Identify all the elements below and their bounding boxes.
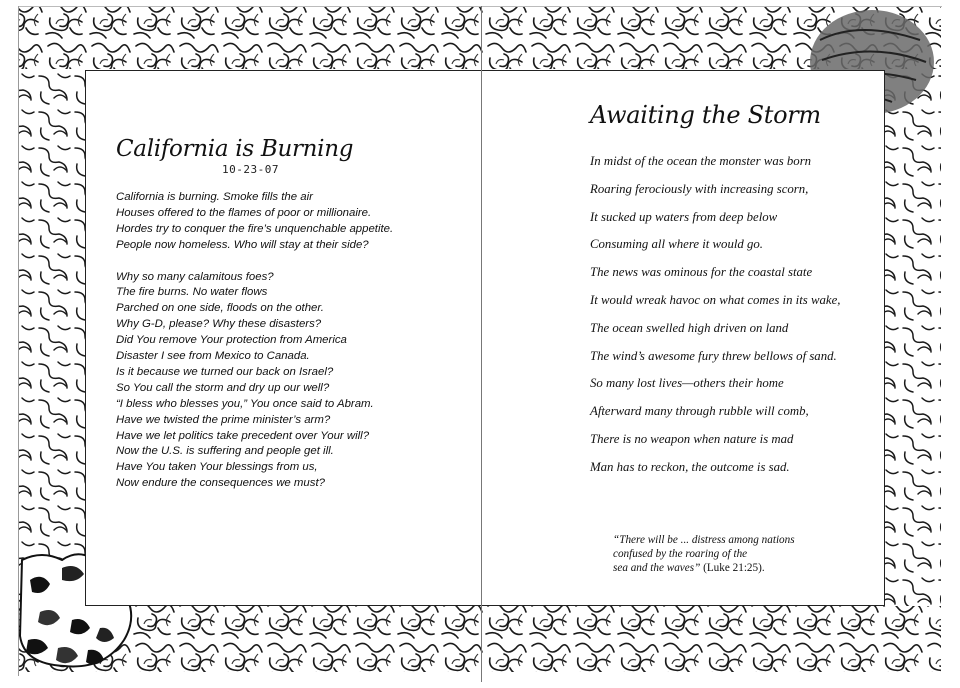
poem-line: People now homeless. Who will stay at their side? xyxy=(116,238,369,251)
left-poem-title: California is Burning xyxy=(116,136,354,162)
poem-line: Is it because we turned our back on Israel? xyxy=(116,365,334,378)
quote-reference: (Luke 21:25). xyxy=(700,562,765,575)
poem-line: Have we twisted the prime minister’s arm? xyxy=(116,413,331,426)
poem-line: Consuming all where it would go. xyxy=(590,237,764,252)
poem-line: Have You taken Your blessings from us, xyxy=(116,461,318,474)
poem-date: 10-23-07 xyxy=(222,163,279,176)
poem-line: Man has to reckon, the outcome is sad. xyxy=(590,459,790,474)
poem-line: Hordes try to conquer the fire’s unquenchable appetite. xyxy=(116,222,394,235)
poem-line: Parched on one side, floods on the other. xyxy=(116,302,324,315)
poem-line: Roaring ferociously with increasing scorn, xyxy=(590,181,809,196)
left-poem-body xyxy=(116,190,476,492)
stanza-break xyxy=(116,254,476,270)
poem-line: The ocean swelled high driven on land xyxy=(590,320,789,335)
poem-line: The wind’s awesome fury threw bellows of sand. xyxy=(590,348,837,363)
poem-line: Disaster I see from Mexico to Canada. xyxy=(116,350,310,363)
poem-line: So You call the storm and dry up our well? xyxy=(116,381,330,394)
poem-line: Now endure the consequences we must? xyxy=(116,477,325,490)
poem-line: “I bless who blesses you,” You once said to Abram. xyxy=(116,397,374,410)
border-left xyxy=(19,69,85,606)
poem-line: Did You remove Your protection from America xyxy=(116,334,347,347)
poem-line: There is no weapon when nature is mad xyxy=(590,431,794,446)
poem-line: Now the U.S. is suffering and people get ill. xyxy=(116,445,334,458)
right-poem-title: Awaiting the Storm xyxy=(590,101,821,129)
poem-line: In midst of the ocean the monster was born xyxy=(590,154,812,168)
poem-line: Houses offered to the flames of poor or millionaire. xyxy=(116,206,372,219)
poem-line: Afterward many through rubble will comb, xyxy=(590,404,809,419)
quote-line: “There will be ... distress among nations xyxy=(613,534,795,546)
border-right xyxy=(884,69,941,606)
quote-line: confused by the roaring of the xyxy=(613,548,748,561)
poem-line: Why G-D, please? Why these disasters? xyxy=(116,318,322,331)
quote-text: sea and the waves” xyxy=(613,562,701,575)
right-poem-body xyxy=(590,154,890,488)
border-top xyxy=(19,7,941,69)
poem-line: Have we let politics take precedent over Your will? xyxy=(116,429,370,442)
poem-line: California is burning. Smoke fills the air xyxy=(116,191,313,203)
poem-line: It would wreak havoc on what comes in its wake, xyxy=(590,292,841,307)
border-bottom xyxy=(19,606,941,672)
poem-line: The news was ominous for the coastal state xyxy=(590,265,813,280)
scripture-quote xyxy=(613,533,843,576)
book-spine xyxy=(481,6,482,682)
poem-line: It sucked up waters from deep below xyxy=(590,209,778,224)
quote-line-last xyxy=(613,561,843,575)
poem-line: Why so many calamitous foes? xyxy=(116,270,274,283)
poem-line: The fire burns. No water flows xyxy=(116,286,268,299)
poem-line: So many lost lives—others their home xyxy=(590,376,784,391)
